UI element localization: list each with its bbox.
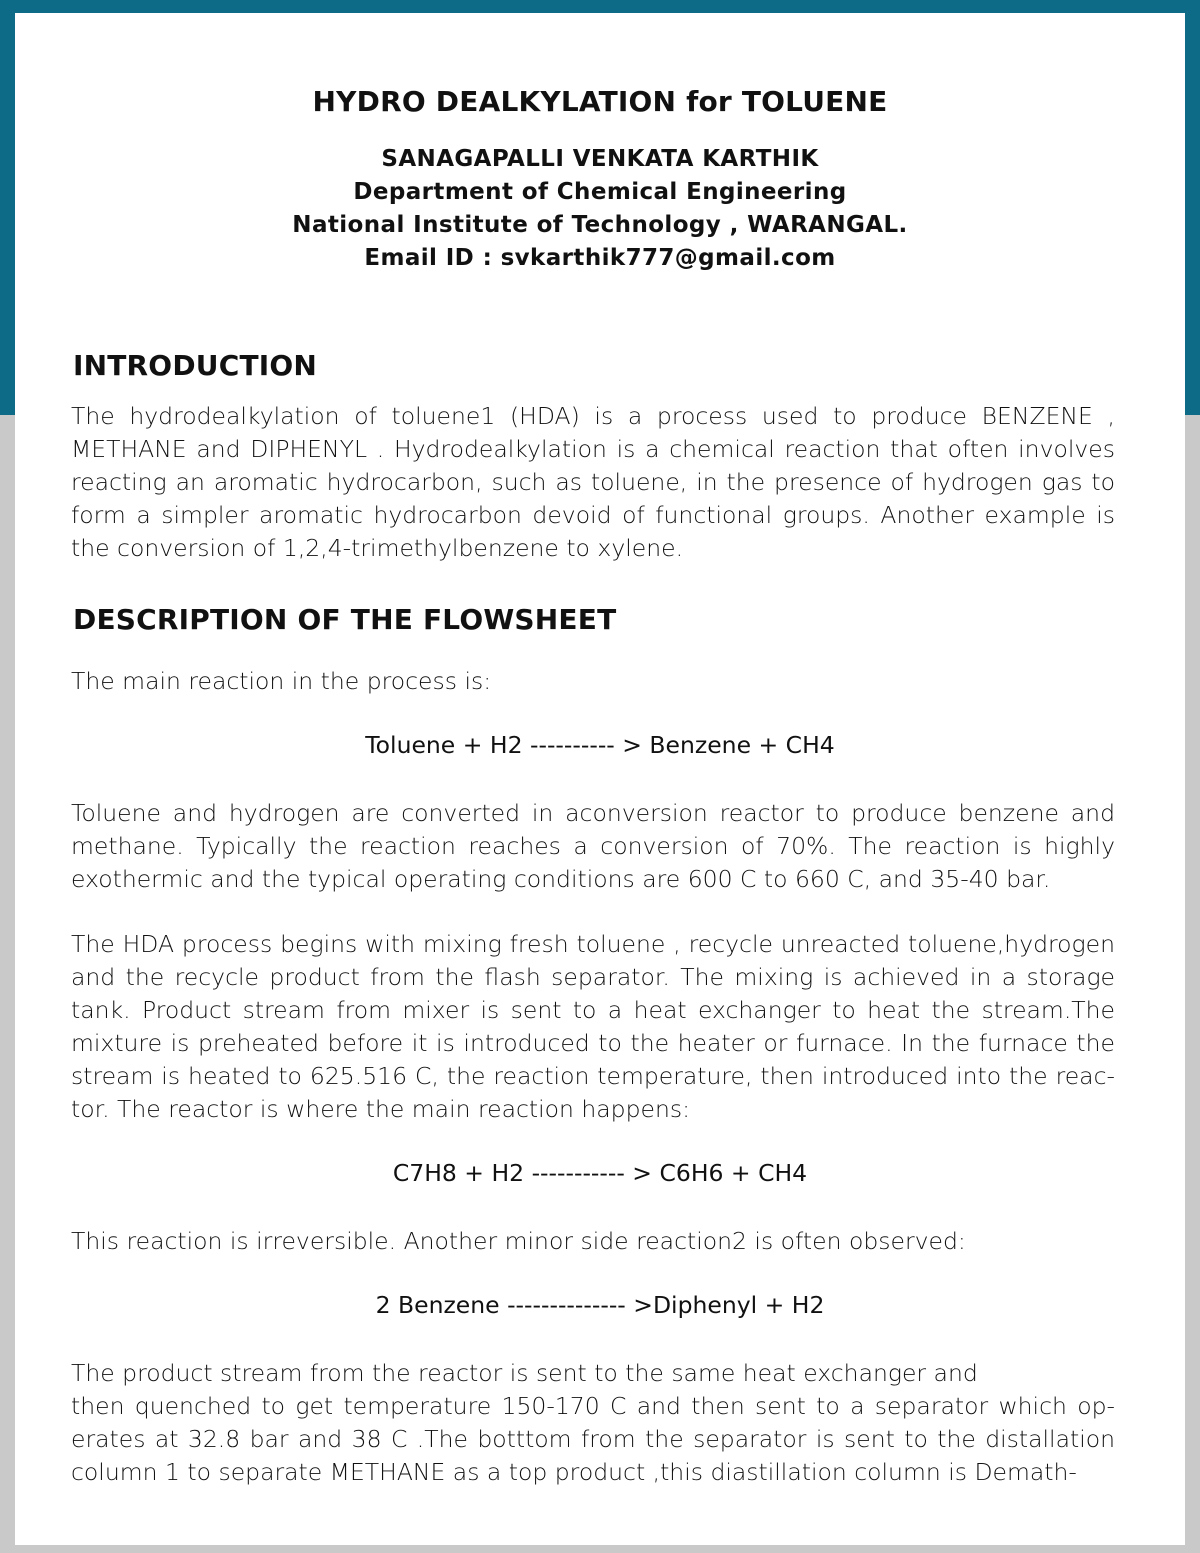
process-description-paragraph: The HDA process begins with mixing fresh toluene , recycle unreacted toluene,hydrogen and the recycle product from the flash separator. The mixing is achieved in a storage tank. Product stream from mixer is sent to a heat exchanger to heat the stream.The mixture is preheated before it is introduced to the heater or furnace. In the furnace the stream is heated to 625.516 C, the reaction temperature, then introduced into the reac-tor. The reactor is where the main reaction happens: <box>71 930 1115 1123</box>
document-title: HYDRO DEALKYLATION for TOLUENE <box>312 85 888 118</box>
introduction-paragraph: The hydrodealkylation of toluene1 (HDA) is a process used to produce BENZENE , METHANE and DIPHENYL . Hydrodealkylation is a chemical reaction that often involves reacting an aromatic hydrocarbon, such as toluene, in the presence of hydrogen gas to form a simpler aromatic hydrocarbon devoid of functional groups. Another example is the conversion of 1,2,4-trimethylbenzene to xylene. <box>71 402 1115 562</box>
equation-toluene-benzene: Toluene + H2 ---------- > Benzene + CH4 <box>365 731 835 759</box>
author-email: Email ID : svkarthik777@gmail.com <box>364 245 836 271</box>
separation-paragraph-first-line: The product stream from the reactor is sent to the same heat exchanger and <box>71 1359 978 1387</box>
equation-c7h8-c6h6: C7H8 + H2 ----------- > C6H6 + CH4 <box>392 1159 808 1187</box>
author-name: SANAGAPALLI VENKATA KARTHIK <box>381 146 819 172</box>
author-institute: National Institute of Technology , WARANGAL. <box>292 212 908 238</box>
flowsheet-heading: DESCRIPTION OF THE FLOWSHEET <box>73 603 617 636</box>
introduction-heading: INTRODUCTION <box>73 349 317 382</box>
reactor-conditions-paragraph: Toluene and hydrogen are converted in aconversion reactor to produce benzene and methane. Typically the reaction reaches a conversion of 70%. The reaction is highly exothermic and the typical operating conditions are 600 C to 660 C, and 35-40 bar. <box>71 799 1115 893</box>
side-reaction-intro: This reaction is irreversible. Another minor side reaction2 is often observed: <box>71 1227 966 1255</box>
document-page <box>15 13 1185 1545</box>
equation-benzene-diphenyl: 2 Benzene -------------- >Diphenyl + H2 <box>375 1291 825 1319</box>
main-reaction-intro: The main reaction in the process is: <box>71 667 492 695</box>
author-department: Department of Chemical Engineering <box>353 179 847 205</box>
separation-paragraph: then quenched to get temperature 150-170 C and then sent to a separator which op-erates at 32.8 bar and 38 C .The botttom from the separator is sent to the distallation column 1 to separate METHANE as a top product ,this diastillation column is Demath- <box>71 1392 1115 1486</box>
